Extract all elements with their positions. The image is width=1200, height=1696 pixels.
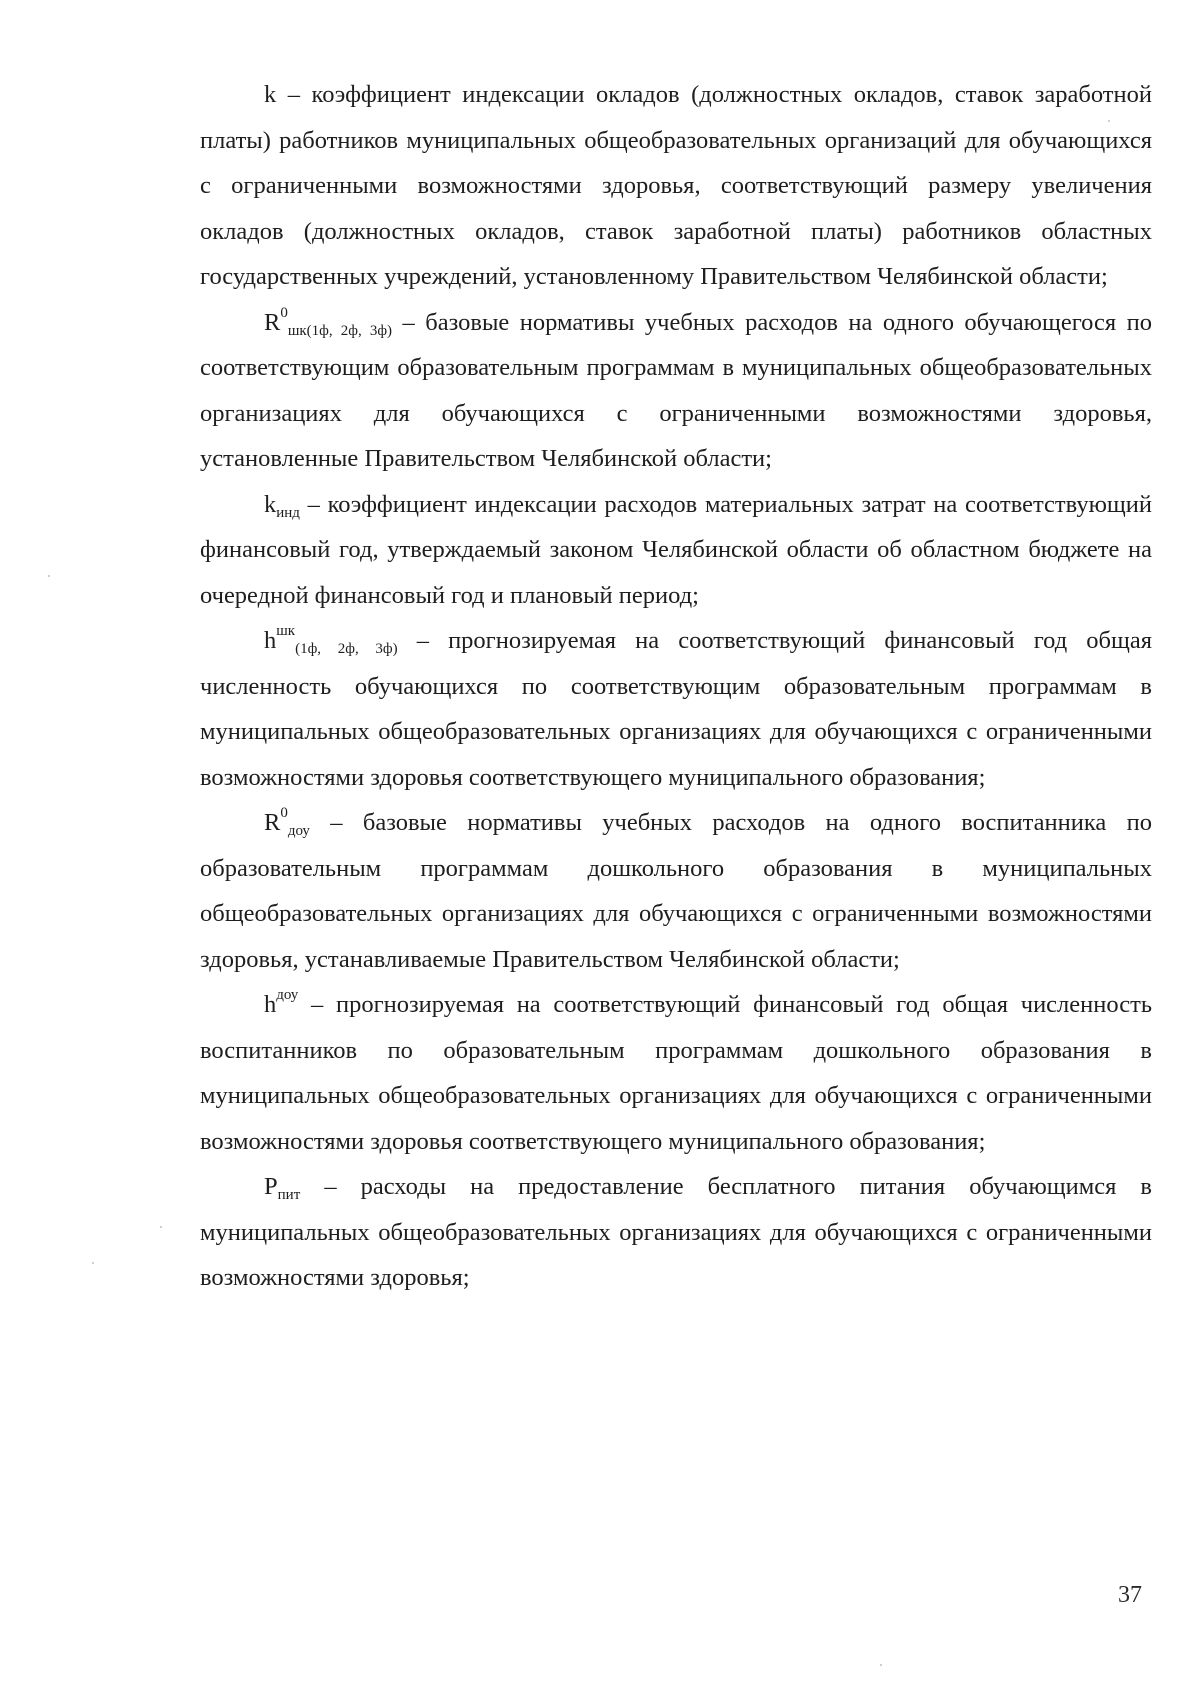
scan-speck (48, 575, 50, 577)
symbol-k-ind (264, 490, 300, 521)
symbol-h-shk (264, 623, 398, 657)
symbol-base: k (264, 81, 277, 108)
paragraph-r0-dou-definition (200, 800, 1152, 982)
page-number: 37 (1118, 1582, 1142, 1608)
document-body (200, 72, 1152, 1301)
paragraph-h-shk-definition (200, 618, 1152, 800)
symbol-base: k (264, 490, 277, 518)
definition-text: – коэффициент индексации окладов (должностных окладов, ставок заработной платы) работников муниципальных общеобразовательных организаций для обучающихся с ограниченными возможностями здоровья, соответствующий размеру увеличения окладов (должностных окладов, ставок заработной платы) работников областных государственных учреждений, установленному Правительством Челябинской области; (200, 81, 1152, 290)
symbol-subscript: пит (277, 1187, 301, 1203)
paragraph-h-dou-definition (200, 982, 1152, 1164)
definition-text: – расходы на предоставление бесплатного питания обучающимся в муниципальных общеобразовательных организациях для обучающихся с ограниченными возможностями здоровья; (200, 1173, 1152, 1291)
symbol-p-pit (264, 1173, 301, 1203)
symbol-h-dou (264, 987, 299, 1018)
symbol-subscript: (1ф, 2ф, 3ф) (295, 641, 398, 657)
definition-text: – базовые нормативы учебных расходов на одного обучающегося по соответствующим образовательным программам в муниципальных общеобразовательных организациях для обучающихся с ограниченными возможностями здоровья, установленные Правительством Челябинской области; (200, 308, 1152, 472)
definition-text: – коэффициент индексации расходов материальных затрат на соответствующий финансовый год, утверждаемый законом Челябинской области об областном бюджете на очередной финансовый год и плановый период; (200, 490, 1152, 609)
paragraph-k-ind-definition (200, 482, 1152, 619)
symbol-superscript: 0 (280, 304, 288, 321)
paragraph-k-definition (200, 72, 1152, 300)
scan-speck (160, 1226, 162, 1228)
symbol-subscript: инд (276, 504, 300, 521)
scan-speck (92, 1262, 94, 1264)
symbol-subscript: доу (287, 823, 310, 839)
paragraph-p-pit-definition (200, 1164, 1152, 1301)
paragraph-r0-shk-definition (200, 300, 1152, 482)
symbol-superscript: 0 (280, 805, 288, 821)
symbol-superscript: доу (276, 987, 299, 1003)
symbol-subscript: шк(1ф, 2ф, 3ф) (287, 322, 393, 339)
definition-text: – прогнозируемая на соответствующий финансовый год общая численность обучающихся по соответствующим образовательным программам в муниципальных общеобразовательных организациях для обучающихся с ограниченными возможностями здоровья соответствующего муниципального образования; (200, 627, 1152, 791)
definition-text: – прогнозируемая на соответствующий финансовый год общая численность воспитанников по образовательным программам дошкольного образования в муниципальных общеобразовательных организациях для обучающихся с ограниченными возможностями здоровья соответствующего муниципального образования; (200, 991, 1152, 1155)
definition-text: – базовые нормативы учебных расходов на одного воспитанника по образовательным программам дошкольного образования в муниципальных общеобразовательных организациях для обучающихся с ограниченными возможностями здоровья, устанавливаемые Правительством Челябинской области; (200, 809, 1152, 973)
symbol-superscript: шк (276, 623, 296, 639)
symbol-base: R (264, 809, 281, 836)
scan-speck (880, 1664, 882, 1666)
symbol-base: h (264, 627, 277, 654)
symbol-r0-shk (264, 304, 393, 339)
symbol-base: R (264, 308, 281, 336)
symbol-base: h (264, 991, 277, 1018)
symbol-r0-dou (264, 805, 310, 839)
symbol-k (264, 81, 276, 108)
symbol-base: P (264, 1173, 278, 1200)
scan-speck (1108, 120, 1110, 122)
